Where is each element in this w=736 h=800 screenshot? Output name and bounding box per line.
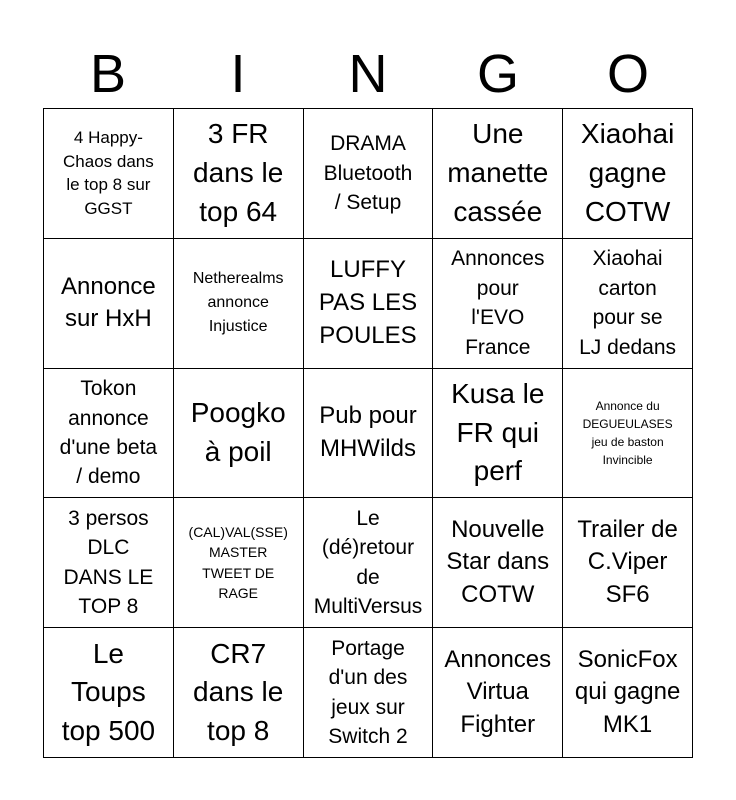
bingo-cell[interactable]: 3 persos DLC DANS LE TOP 8 [44, 498, 174, 628]
bingo-cell[interactable]: Annonces Virtua Fighter [433, 628, 563, 758]
bingo-cell[interactable]: Xiaohai carton pour se LJ dedans [563, 239, 693, 369]
bingo-cell[interactable]: DRAMA Bluetooth / Setup [304, 109, 434, 239]
bingo-cell[interactable]: Trailer de C.Viper SF6 [563, 498, 693, 628]
bingo-cell[interactable]: Netherealms annonce Injustice [174, 239, 304, 369]
bingo-cell[interactable]: 4 Happy- Chaos dans le top 8 sur GGST [44, 109, 174, 239]
bingo-cell[interactable]: 3 FR dans le top 64 [174, 109, 304, 239]
header-letter-o: O [606, 44, 649, 104]
header-letter-i: I [230, 44, 246, 104]
bingo-cell[interactable]: LUFFY PAS LES POULES [304, 239, 434, 369]
header-letter-b: B [89, 44, 127, 104]
bingo-cell[interactable]: Une manette cassée [433, 109, 563, 239]
bingo-cell[interactable]: SonicFox qui gagne MK1 [563, 628, 693, 758]
bingo-cell[interactable]: Kusa le FR qui perf [433, 369, 563, 499]
bingo-cell[interactable]: Poogko à poil [174, 369, 304, 499]
bingo-cell[interactable]: Le Toups top 500 [44, 628, 174, 758]
bingo-cell[interactable]: Nouvelle Star dans COTW [433, 498, 563, 628]
bingo-cell[interactable]: Tokon annonce d'une beta / demo [44, 369, 174, 499]
bingo-cell[interactable]: Portage d'un des jeux sur Switch 2 [304, 628, 434, 758]
bingo-header [43, 40, 693, 108]
bingo-grid [43, 108, 693, 758]
bingo-cell[interactable]: Pub pour MHWilds [304, 369, 434, 499]
bingo-cell[interactable]: Xiaohai gagne COTW [563, 109, 693, 239]
bingo-cell[interactable]: Le (dé)retour de MultiVersus [304, 498, 434, 628]
header-letter-g: G [476, 44, 519, 104]
bingo-cell[interactable]: Annonce du DEGUEULASES jeu de baston Invincible [563, 369, 693, 499]
bingo-cell[interactable]: (CAL)VAL(SSE) MASTER TWEET DE RAGE [174, 498, 304, 628]
bingo-cell[interactable]: Annonces pour l'EVO France [433, 239, 563, 369]
bingo-cell[interactable]: Annonce sur HxH [44, 239, 174, 369]
header-letter-n: N [348, 44, 388, 104]
bingo-cell[interactable]: CR7 dans le top 8 [174, 628, 304, 758]
